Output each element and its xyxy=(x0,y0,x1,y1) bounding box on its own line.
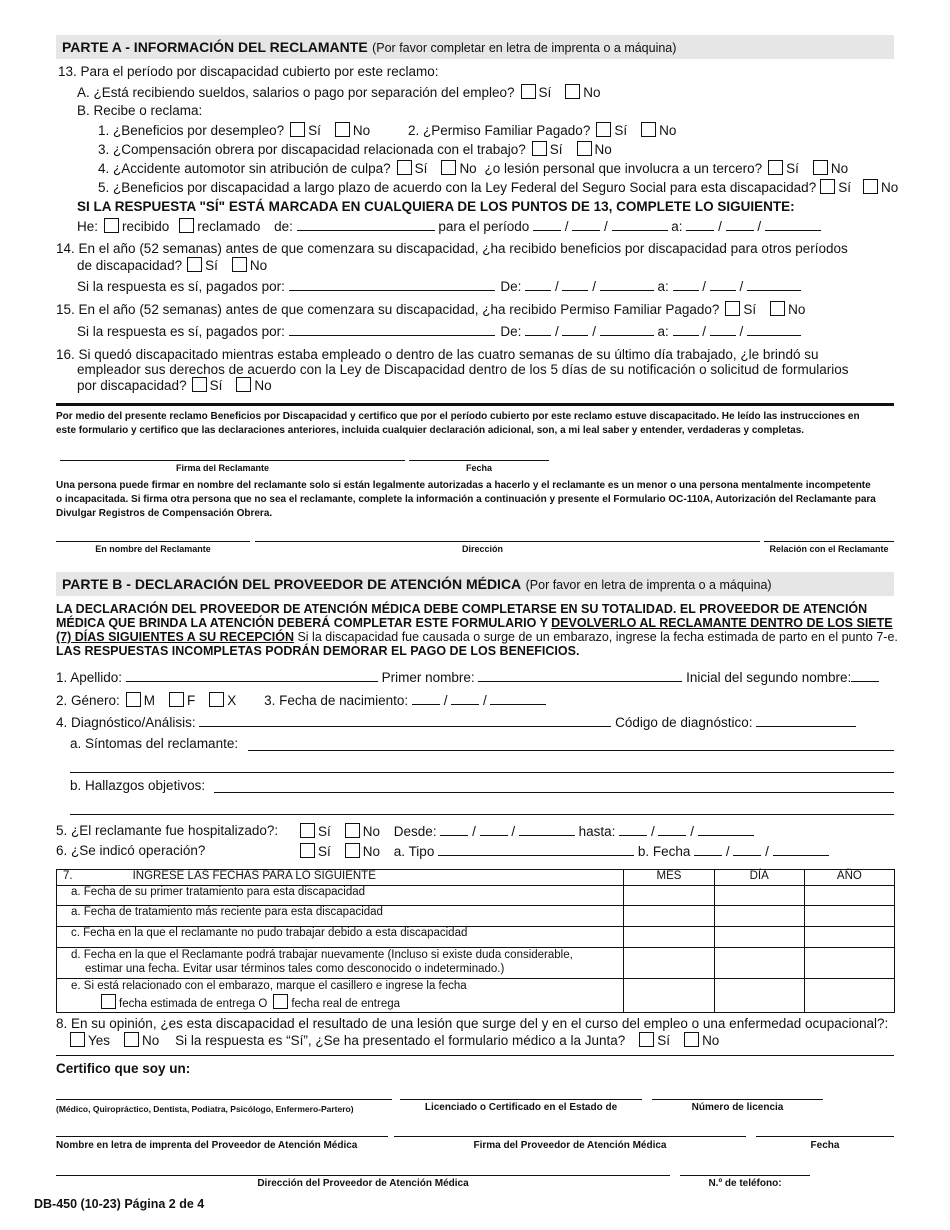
hospitalized-label: 5. ¿El reclamante fue hospitalizado?: xyxy=(56,823,279,838)
fecha-b-label: b. Fecha xyxy=(637,844,691,859)
provider-address-line[interactable] xyxy=(56,1175,670,1176)
q16-no-checkbox[interactable] xyxy=(236,377,251,392)
table-row xyxy=(57,979,895,1013)
divider xyxy=(56,1055,894,1056)
estimated-delivery-label: fecha estimada de entrega O xyxy=(119,998,268,1010)
paid-by-label: Si la respuesta es sí, pagados por: xyxy=(77,324,285,339)
row-a2-ano[interactable] xyxy=(804,906,894,927)
q14-line2 xyxy=(77,257,267,273)
q8-label: 8. En su opinión, ¿es esta discapacidad el resultado de una lesión que surge del y en el curso del empleo o una enfermedad ocupacional?: xyxy=(56,1016,889,1031)
claimant-date-line[interactable] xyxy=(409,460,549,461)
row-d-line2: estimar una fecha. Evitar usar términos tales como desconocido o indeterminado.) xyxy=(85,963,505,975)
estimated-delivery-checkbox[interactable] xyxy=(101,994,116,1009)
q15-line1 xyxy=(56,301,805,317)
q13-b5-yes-checkbox[interactable] xyxy=(820,179,835,194)
phone-label: N.º de teléfono: xyxy=(708,1178,782,1189)
hosp-to-year[interactable] xyxy=(698,823,754,836)
yes-label: Sí xyxy=(786,161,799,176)
q13-b4b-no-checkbox[interactable] xyxy=(813,160,828,175)
surgery-yes-checkbox[interactable] xyxy=(300,843,315,858)
from-label: De: xyxy=(500,324,522,339)
q13-b1-no-checkbox[interactable] xyxy=(335,122,350,137)
q15-from-month[interactable] xyxy=(525,323,551,336)
relation-label: Relación con el Reclamante xyxy=(769,544,889,554)
q13-a xyxy=(77,84,601,100)
part-b-title: PARTE B - DECLARACIÓN DEL PROVEEDOR DE ATENCIÓN MÉDICA xyxy=(62,576,522,592)
q8-no-checkbox[interactable] xyxy=(124,1032,139,1047)
q15-from-year[interactable] xyxy=(600,323,654,336)
q13-intro: 13. Para el período por discapacidad cubierto por este reclamo: xyxy=(58,64,439,79)
row-c-dia[interactable] xyxy=(714,927,804,948)
lastname-label: 1. Apellido: xyxy=(56,670,123,685)
gender-row: 2. Género: M F X 3. Fecha de nacimiento: / / xyxy=(56,692,546,708)
findings-field[interactable] xyxy=(214,792,894,793)
no-label: No xyxy=(583,85,601,100)
actual-delivery-label: fecha real de entrega xyxy=(291,998,401,1010)
yes-label: Sí xyxy=(414,161,428,176)
recibido-checkbox[interactable] xyxy=(104,218,119,233)
certify-label: Certifico que soy un: xyxy=(56,1061,191,1076)
surgery-day[interactable] xyxy=(733,843,761,856)
actual-delivery-checkbox[interactable] xyxy=(273,994,288,1009)
part-b-header xyxy=(56,572,894,596)
q16-line3 xyxy=(77,377,272,393)
table-row xyxy=(57,948,895,979)
q14-label: de discapacidad? xyxy=(77,258,183,273)
col-dia: DÍA xyxy=(714,870,804,886)
q15-label: 15. En el año (52 semanas) antes de que comenzara su discapacidad, ¿ha recibido Permiso Familiar Pagado? xyxy=(56,302,720,317)
gender-x-checkbox[interactable] xyxy=(209,692,224,707)
q14-paid-by-field[interactable] xyxy=(289,278,495,291)
q13-instructions: SI LA RESPUESTA "SÍ" ESTÁ MARCADA EN CUALQUIERA DE LOS PUNTOS DE 13, COMPLETE LO SIGUIENTE: xyxy=(77,199,795,214)
hospitalized-options: Sí No Desde: / / hasta: / / xyxy=(294,823,754,839)
q8b-label: Si la respuesta es “Sí”, ¿Se ha presentado el formulario médico a la Junta? xyxy=(175,1033,626,1048)
from-label: De: xyxy=(500,279,522,294)
periodo-label: para el período xyxy=(438,219,530,234)
q15-paid-row: Si la respuesta es sí, pagados por: De: / / a: / / xyxy=(77,323,801,339)
part-b-intro4: LAS RESPUESTAS INCOMPLETAS PODRÁN DEMORAR EL PAGO DE LOS BENEFICIOS. xyxy=(56,644,580,658)
hasta-label: hasta: xyxy=(578,824,616,839)
yes-label: Sí xyxy=(549,142,563,157)
diagnosis-field[interactable] xyxy=(199,714,611,727)
diagnosis-code-field[interactable] xyxy=(756,714,856,727)
q13-b3-label: 3. ¿Compensación obrera por discapacidad relacionada con el trabajo? xyxy=(98,142,526,157)
yes-label: Sí xyxy=(308,123,321,138)
section-divider xyxy=(56,403,894,406)
q15-yes-checkbox[interactable] xyxy=(725,301,740,316)
table-row xyxy=(57,906,895,927)
q16-yes-checkbox[interactable] xyxy=(192,377,207,392)
certification-line2: este formulario y certifico que las declaraciones anteriores, incluida cualquier declaración adicional, son, a mi leal saber y entender, verdaderas y completas. xyxy=(56,425,805,436)
symptoms-field[interactable] xyxy=(248,750,894,751)
gender-m-checkbox[interactable] xyxy=(126,692,141,707)
table-num: 7. xyxy=(63,870,73,882)
surgery-no-checkbox[interactable] xyxy=(345,843,360,858)
firstname-field[interactable] xyxy=(478,669,682,682)
q8-options xyxy=(64,1032,719,1048)
q15-to-month[interactable] xyxy=(673,323,699,336)
recibido-label: recibido xyxy=(122,219,170,234)
yes-label: Sí xyxy=(318,844,331,859)
dob-day[interactable] xyxy=(451,692,479,705)
proxy-line3: Divulgar Registros de Compensación Obrera. xyxy=(56,508,273,519)
hosp-yes-checkbox[interactable] xyxy=(300,823,315,838)
row-a-dia[interactable] xyxy=(714,886,804,906)
reclamado-label: reclamado xyxy=(197,219,261,234)
dob-month[interactable] xyxy=(412,692,440,705)
q13-a-yes-checkbox[interactable] xyxy=(521,84,536,99)
row-e-mes[interactable] xyxy=(624,979,714,1013)
no-label: No xyxy=(594,142,612,157)
findings-label: b. Hallazgos objetivos: xyxy=(70,778,206,793)
q14-from-day[interactable] xyxy=(562,278,588,291)
q13-b1 xyxy=(98,122,370,138)
q13-b4-label: 4. ¿Accidente automotor sin atribución de culpa? xyxy=(98,161,391,176)
on-behalf-line[interactable] xyxy=(56,541,250,542)
profession-label: (Médico, Quiropráctico, Dentista, Podiatra, Psicólogo, Enfermero-Partero) xyxy=(56,1104,354,1114)
no-label: No xyxy=(362,824,381,839)
surgery-label: 6. ¿Se indicó operación? xyxy=(56,843,206,858)
a-label: a: xyxy=(671,219,683,234)
provider-address-label: Dirección del Proveedor de Atención Médica xyxy=(257,1178,469,1189)
provider-date-label: Fecha xyxy=(810,1140,840,1151)
no-label: No xyxy=(249,258,268,273)
tipo-label: a. Tipo xyxy=(393,844,435,859)
row-e-line1: e. Si está relacionado con el embarazo, marque el casillero e ingrese la fecha xyxy=(71,980,467,992)
provider-name-line[interactable] xyxy=(56,1136,388,1137)
m-label: M xyxy=(143,693,156,708)
part-b-intro2 xyxy=(56,616,893,630)
table-header-cell xyxy=(57,870,624,886)
yes-label: Sí xyxy=(538,85,552,100)
part-a-title: PARTE A - INFORMACIÓN DEL RECLAMANTE xyxy=(62,39,368,55)
q13-b1-label: 1. ¿Beneficios por desempleo? xyxy=(98,123,285,138)
license-number-line[interactable] xyxy=(652,1099,823,1100)
to-day-field[interactable] xyxy=(726,218,754,231)
part-a-header xyxy=(56,35,894,59)
q8-yes-checkbox[interactable] xyxy=(70,1032,85,1047)
profession-line[interactable] xyxy=(56,1099,392,1100)
q8b-yes-checkbox[interactable] xyxy=(639,1032,654,1047)
to-label: a: xyxy=(657,324,669,339)
q14-no-checkbox[interactable] xyxy=(232,257,247,272)
q15-no-checkbox[interactable] xyxy=(770,301,785,316)
row-c-label: c. Fecha en la que el reclamante no pudo trabajar debido a esta discapacidad xyxy=(57,927,624,948)
part-b-subtitle: (Por favor en letra de imprenta o a máquina) xyxy=(525,578,772,592)
q13-b3-no-checkbox[interactable] xyxy=(577,141,592,156)
no-label: No xyxy=(788,302,806,317)
gender-label: 2. Género: xyxy=(56,693,120,708)
q13-b4-yes-checkbox[interactable] xyxy=(397,160,412,175)
q13-b3-yes-checkbox[interactable] xyxy=(532,141,547,156)
q15-paid-by-field[interactable] xyxy=(289,323,495,336)
row-d-ano[interactable] xyxy=(804,948,894,979)
symptoms-label: a. Síntomas del reclamante: xyxy=(70,736,239,751)
row-d-dia[interactable] xyxy=(714,948,804,979)
q14-to-day[interactable] xyxy=(710,278,736,291)
q8b-no-checkbox[interactable] xyxy=(684,1032,699,1047)
dob-year[interactable] xyxy=(490,692,546,705)
claimant-date-label: Fecha xyxy=(465,463,492,473)
part-b-intro1: LA DECLARACIÓN DEL PROVEEDOR DE ATENCIÓN MÉDICA DEBE COMPLETARSE EN SU TOTALIDAD. EL PROVEEDOR DE ATENCIÓN xyxy=(56,602,868,616)
yes-label: Sí xyxy=(657,1033,671,1048)
dob-label: 3. Fecha de nacimiento: xyxy=(264,693,409,708)
relation-line[interactable] xyxy=(764,541,894,542)
row-d-line1: d. Fecha en la que el Reclamante podrá trabajar nuevamente (Incluso si existe duda considerable, xyxy=(71,949,573,961)
x-label: X xyxy=(227,693,237,708)
row-a2-label: a. Fecha de tratamiento más reciente para esta discapacidad xyxy=(57,906,624,927)
no-label: No xyxy=(352,123,371,138)
license-number-label: Número de licencia xyxy=(691,1102,784,1113)
hosp-from-day[interactable] xyxy=(480,823,508,836)
de-label: de: xyxy=(274,219,293,234)
source-field[interactable] xyxy=(297,218,435,231)
no-label: No xyxy=(362,844,381,859)
q15-to-day[interactable] xyxy=(710,323,736,336)
q13-b2-yes-checkbox[interactable] xyxy=(596,122,611,137)
hosp-to-month[interactable] xyxy=(619,823,647,836)
q13-b2-no-checkbox[interactable] xyxy=(641,122,656,137)
provider-name-label: Nombre en letra de imprenta del Proveedor de Atención Médica xyxy=(56,1140,358,1151)
diagnosis-code-label: Código de diagnóstico: xyxy=(615,715,753,730)
licensed-state-line[interactable] xyxy=(400,1099,642,1100)
no-label: No xyxy=(254,378,272,393)
q15-to-year[interactable] xyxy=(747,323,801,336)
from-year-field[interactable] xyxy=(612,218,668,231)
q14-paid-row: Si la respuesta es sí, pagados por: De: / / a: / / xyxy=(77,278,801,294)
from-day-field[interactable] xyxy=(572,218,600,231)
row-e-ano[interactable] xyxy=(804,979,894,1013)
firstname-label: Primer nombre: xyxy=(381,670,475,685)
proxy-line1: Una persona puede firmar en nombre del reclamante solo si están legalmente autorizadas a hacerlo y el reclamante es un menor o una persona mentalmente incompetente xyxy=(56,480,871,491)
no-label: No xyxy=(702,1033,720,1048)
no-label: No xyxy=(659,123,677,138)
row-e-label xyxy=(57,979,624,1013)
phone-line[interactable] xyxy=(680,1175,810,1176)
to-year-field[interactable] xyxy=(765,218,821,231)
q13-b4b-yes-checkbox[interactable] xyxy=(768,160,783,175)
diagnosis-row xyxy=(56,714,856,730)
q13-b4-no-checkbox[interactable] xyxy=(441,160,456,175)
symptoms-field-2[interactable] xyxy=(70,772,894,773)
proxy-line2: o incapacitada. Si firma otra persona que no sea el reclamante, complete la información a continuación y presente el Formulario OC-110A, Autorización del Reclamante para xyxy=(56,494,876,505)
table-row xyxy=(57,927,895,948)
intro3b: Si la discapacidad fue causada o surge de un embarazo, ingrese la fecha estimada de parto en el punto 7-e. xyxy=(294,630,898,644)
no-label: No xyxy=(880,180,899,195)
row-a2-mes[interactable] xyxy=(624,906,714,927)
lastname-field[interactable] xyxy=(126,669,378,682)
f-label: F xyxy=(187,693,196,708)
q13-b3 xyxy=(98,141,612,157)
q14-from-month[interactable] xyxy=(525,278,551,291)
gender-f-checkbox[interactable] xyxy=(169,692,184,707)
q13-b4 xyxy=(98,160,848,176)
no-label: No xyxy=(459,161,477,176)
provider-signature-line[interactable] xyxy=(394,1136,746,1137)
q14-to-year[interactable] xyxy=(747,278,801,291)
findings-field-2[interactable] xyxy=(70,814,894,815)
q13-b5-label: 5. ¿Beneficios por discapacidad a largo plazo de acuerdo con la Ley Federal del Seguro Social para esta discapacidad? xyxy=(98,180,817,195)
q13-b5-no-checkbox[interactable] xyxy=(863,179,878,194)
footer-form-id: DB-450 (10-23) Página 2 de 4 xyxy=(34,1197,205,1211)
q14-from-year[interactable] xyxy=(600,278,654,291)
hosp-from-month[interactable] xyxy=(440,823,468,836)
q14-yes-checkbox[interactable] xyxy=(187,257,202,272)
table-row xyxy=(57,886,895,906)
he-label: He: xyxy=(77,219,99,234)
name-row xyxy=(56,669,879,685)
yes-label: Sí xyxy=(318,824,331,839)
q16-line1: 16. Si quedó discapacitado mientras estaba empleado o dentro de las cuatro semanas de su último día trabajado, ¿le brindó su xyxy=(56,347,819,362)
yes-label: Sí xyxy=(743,302,757,317)
row-c-ano[interactable] xyxy=(804,927,894,948)
hosp-no-checkbox[interactable] xyxy=(345,823,360,838)
table-header: INGRESE LAS FECHAS PARA LO SIGUIENTE xyxy=(132,870,376,882)
no-label: No xyxy=(142,1033,160,1048)
q14-to-month[interactable] xyxy=(673,278,699,291)
yes-en-label: Yes xyxy=(88,1033,111,1048)
surgery-options: Sí No a. Tipo b. Fecha / / xyxy=(294,843,829,859)
q14-line1: 14. En el año (52 semanas) antes de que comenzara su discapacidad, ¿ha recibido beneficios por discapacidad para otros períodos xyxy=(56,241,848,256)
yes-label: Sí xyxy=(838,180,851,195)
row-e-dia[interactable] xyxy=(714,979,804,1013)
provider-date-line[interactable] xyxy=(756,1136,894,1137)
intro2a: MÉDICA QUE BRINDA LA ATENCIÓN DEBERÁ COMPLETAR ESTE FORMULARIO Y xyxy=(56,616,552,630)
row-d-label xyxy=(57,948,624,979)
paid-by-label: Si la respuesta es sí, pagados por: xyxy=(77,279,285,294)
q13-b2-label: 2. ¿Permiso Familiar Pagado? xyxy=(408,123,591,138)
q13-he-row: He: recibido reclamado de: para el período / / a: / / xyxy=(77,218,821,234)
claimant-signature-line[interactable] xyxy=(60,460,405,461)
col-mes: MES xyxy=(624,870,714,886)
surgery-type-field[interactable] xyxy=(438,843,634,856)
row-a2-dia[interactable] xyxy=(714,906,804,927)
reclamado-checkbox[interactable] xyxy=(179,218,194,233)
surgery-month[interactable] xyxy=(694,843,722,856)
hosp-to-day[interactable] xyxy=(658,823,686,836)
intro3a: (7) DÍAS SIGUIENTES A SU RECEPCIÓN xyxy=(56,630,294,644)
yes-label: Sí xyxy=(209,378,223,393)
desde-label: Desde: xyxy=(393,824,437,839)
q13-b-label: B. Recibe o reclama: xyxy=(77,103,203,118)
on-behalf-label: En nombre del Reclamante xyxy=(95,544,211,554)
claimant-signature-label: Firma del Reclamante xyxy=(175,463,270,473)
row-d-mes[interactable] xyxy=(624,948,714,979)
provider-signature-label: Firma del Proveedor de Atención Médica xyxy=(473,1140,667,1151)
address-label: Dirección xyxy=(461,544,503,554)
no-label: No xyxy=(830,161,849,176)
address-line[interactable] xyxy=(255,541,760,542)
intro2b: DEVOLVERLO AL RECLAMANTE DENTRO DE LOS SIETE xyxy=(551,616,893,630)
licensed-state-label: Licenciado o Certificado en el Estado de xyxy=(424,1102,618,1113)
q13-b2 xyxy=(408,122,676,138)
yes-label: Sí xyxy=(614,123,628,138)
q13-b4b-label: ¿o lesión personal que involucra a un tercero? xyxy=(484,161,763,176)
hosp-from-year[interactable] xyxy=(519,823,575,836)
from-month-field[interactable] xyxy=(533,218,561,231)
certification-line1: Por medio del presente reclamo Beneficios por Discapacidad y certifico que por el período cubierto por este reclamo estuve discapacitado. He leído las instrucciones en xyxy=(56,411,860,422)
yes-label: Sí xyxy=(205,258,218,273)
col-ano: AÑO xyxy=(804,870,894,886)
row-a-mes[interactable] xyxy=(624,886,714,906)
to-label: a: xyxy=(657,279,669,294)
row-a-ano[interactable] xyxy=(804,886,894,906)
middle-initial-field[interactable] xyxy=(851,669,879,682)
q13-b5 xyxy=(98,179,898,195)
part-a-subtitle: (Por favor completar en letra de imprenta o a máquina) xyxy=(372,41,677,55)
q16-line2: empleador sus derechos de acuerdo con la Ley de Discapacidad dentro de los 5 días de su notificación o solicitud de formularios xyxy=(77,362,849,377)
q13-b1-yes-checkbox[interactable] xyxy=(290,122,305,137)
part-b-intro3 xyxy=(56,630,898,644)
q15-from-day[interactable] xyxy=(562,323,588,336)
row-c-mes[interactable] xyxy=(624,927,714,948)
dates-table xyxy=(56,869,895,1013)
to-month-field[interactable] xyxy=(686,218,714,231)
q13-a-label: A. ¿Está recibiendo sueldos, salarios o pago por separación del empleo? xyxy=(77,85,515,100)
q16-label: por discapacidad? xyxy=(77,378,187,393)
q13-a-no-checkbox[interactable] xyxy=(565,84,580,99)
row-a-label: a. Fecha de su primer tratamiento para esta discapacidad xyxy=(57,886,624,906)
surgery-year[interactable] xyxy=(773,843,829,856)
middle-initial-label: Inicial del segundo nombre: xyxy=(686,670,852,685)
diagnosis-label: 4. Diagnóstico/Análisis: xyxy=(56,715,196,730)
